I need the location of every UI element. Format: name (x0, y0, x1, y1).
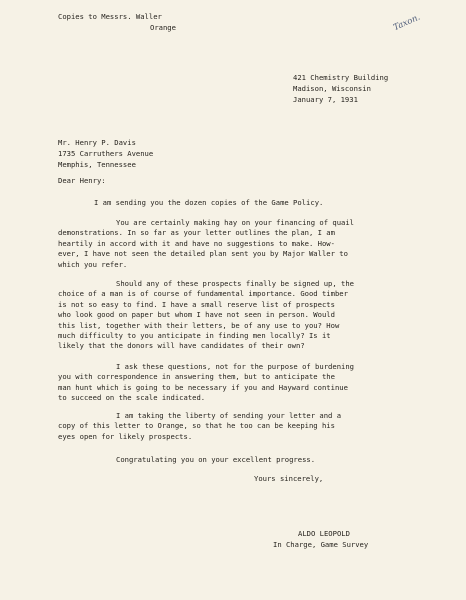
copies-to-line: Copies to Messrs. Waller (58, 12, 162, 21)
paragraph-3-line: this list, together with their letters, be of any use to you? How (58, 320, 340, 330)
paragraph-2-line: demonstrations. In so far as your letter outlines the plan, I am (58, 228, 335, 238)
sender-address-line-1: 421 Chemistry Building (293, 73, 389, 82)
paragraph-2 (58, 218, 354, 270)
handwritten-note: Taxon. (392, 12, 422, 34)
paragraph-5-line: eyes open for likely prospects. (58, 431, 193, 441)
paragraph-4-line: you with correspondence in answering them, but to anticipate the (58, 372, 335, 382)
paragraph-2-line: heartily in accord with it and have no suggestions to make. How- (58, 238, 335, 248)
closing: Yours sincerely, (254, 474, 324, 483)
sender-address-line-2: Madison, Wisconsin (293, 84, 371, 93)
paragraph-5-line: copy of this letter to Orange, so that he too can be keeping his (58, 421, 335, 431)
paragraph-3-line: much difficulty to you anticipate in finding men locally? Is it (58, 331, 331, 341)
paragraph-5-line: I am taking the liberty of sending your letter and a (116, 411, 342, 420)
paragraph-5 (58, 411, 341, 442)
paragraph-3-line: Should any of these prospects finally be signed up, the (116, 279, 354, 288)
recipient-street: 1735 Carruthers Avenue (58, 149, 154, 158)
paragraph-3-line: choice of a man is of course of fundamental importance. Good timber (58, 289, 348, 299)
salutation: Dear Henry: (58, 176, 106, 185)
paragraph-2-line: You are certainly making hay on your financing of quail (116, 218, 354, 227)
recipient-city: Memphis, Tennessee (58, 160, 136, 169)
paragraph-6: Congratulating you on your excellent progress. (116, 455, 316, 464)
letter-date: January 7, 1931 (293, 95, 358, 104)
copies-to-orange: Orange (150, 23, 176, 32)
paragraph-3-line: likely that the donors will have candidates of their own? (58, 341, 305, 351)
paragraph-4 (58, 362, 354, 404)
paragraph-4-line: man hunt which is going to be necessary if you and Hayward continue (58, 382, 348, 392)
paragraph-3 (58, 279, 354, 352)
recipient-name: Mr. Henry P. Davis (58, 138, 136, 147)
paragraph-4-line: to succeed on the scale indicated. (58, 393, 206, 403)
paragraph-2-line: ever, I have not seen the detailed plan sent you by Major Waller to (58, 249, 348, 259)
signature-name: ALDO LEOPOLD (298, 529, 350, 538)
paragraph-3-line: is not so easy to find. I have a small reserve list of prospects (58, 299, 335, 309)
paragraph-2-line: which you refer. (58, 259, 128, 269)
signature-title: In Charge, Game Survey (273, 540, 369, 549)
paragraph-1: I am sending you the dozen copies of the Game Policy. (94, 198, 324, 207)
paragraph-4-line: I ask these questions, not for the purpose of burdening (116, 362, 354, 371)
paragraph-3-line: who look good on paper but whom I have not seen in person. Would (58, 310, 335, 320)
